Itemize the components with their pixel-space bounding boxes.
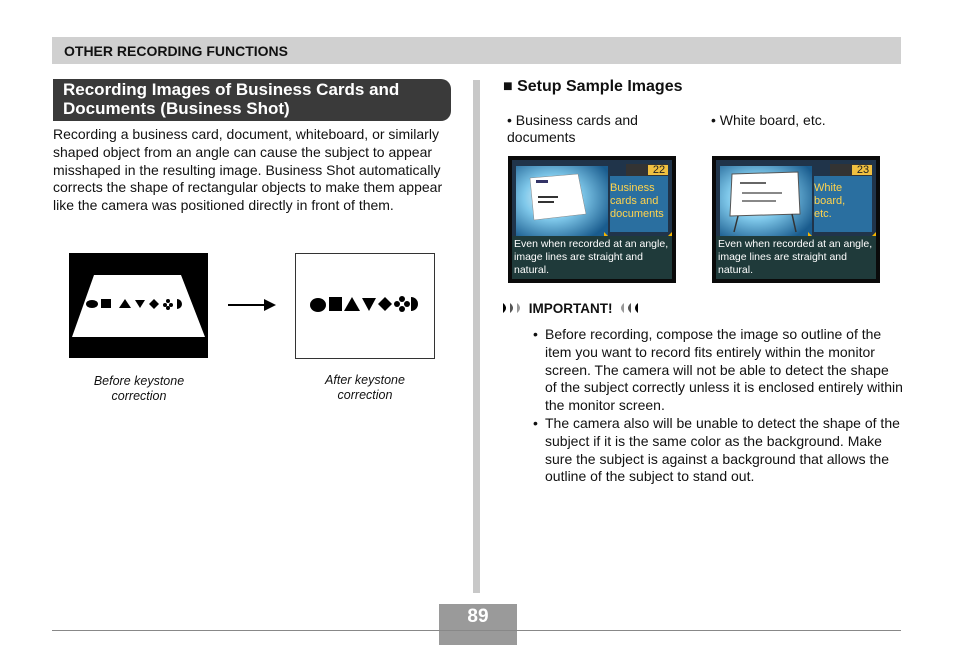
section-header-bar	[52, 37, 901, 64]
bullet-business-cards: • Business cards and documents	[507, 112, 638, 145]
after-keystone-illustration	[295, 253, 435, 359]
shape-glyphs-after	[310, 296, 418, 312]
list-item: • Before recording, compose the image so outline of the item you want to record fits entirely within the monitor screen. The camera will not be able to detect the shape of the subject correctly unless it is enclosed entirely within the monitor screen.	[533, 326, 903, 415]
screen-number: 23	[856, 164, 870, 176]
section-label: OTHER RECORDING FUNCTIONS	[64, 43, 288, 59]
intro-paragraph: Recording a business card, document, whiteboard, or similarly shaped object from an angle can cause the subject to appear misshaped in the resulting image. Business Shot automatically corrects the shape of rectangular objects to make them appear like the camera was positioned directly in front of them.	[53, 126, 443, 214]
screen-note: Even when recorded at an angle, image lines are straight and natural.	[718, 238, 873, 276]
trapezoid-shape	[69, 253, 208, 358]
important-list	[533, 326, 903, 486]
setup-sample-heading: ■ Setup Sample Images	[503, 78, 683, 95]
camera-screen-white-board	[712, 156, 880, 283]
caption-before: Before keystone correction	[93, 374, 185, 403]
camera-screen-business-cards	[508, 156, 676, 283]
list-item: • The camera also will be unable to detect the shape of the subject if it is the same color as the background. Make sure the subject is against a background that allows the outline of the subject to stand out.	[533, 415, 903, 486]
page-number-box	[439, 604, 517, 645]
column-divider	[473, 80, 480, 593]
screen-label: Business cards and documents	[610, 182, 664, 220]
screen-number: 22	[652, 164, 666, 176]
important-left-icon	[503, 302, 525, 314]
page-number: 89	[467, 606, 489, 627]
screen-note: Even when recorded at an angle, image lines are straight and natural.	[514, 238, 669, 276]
caption-after: After keystone correction	[325, 373, 405, 402]
page-title: Recording Images of Business Cards and Documents (Business Shot)	[53, 79, 451, 121]
important-label: IMPORTANT!	[528, 301, 613, 316]
important-right-icon	[616, 302, 638, 314]
arrow-right-icon	[228, 297, 276, 313]
before-keystone-illustration	[69, 253, 208, 358]
screen-label: White board, etc.	[814, 182, 846, 220]
important-heading	[503, 301, 638, 316]
bullet-white-board: • White board, etc.	[711, 112, 826, 128]
